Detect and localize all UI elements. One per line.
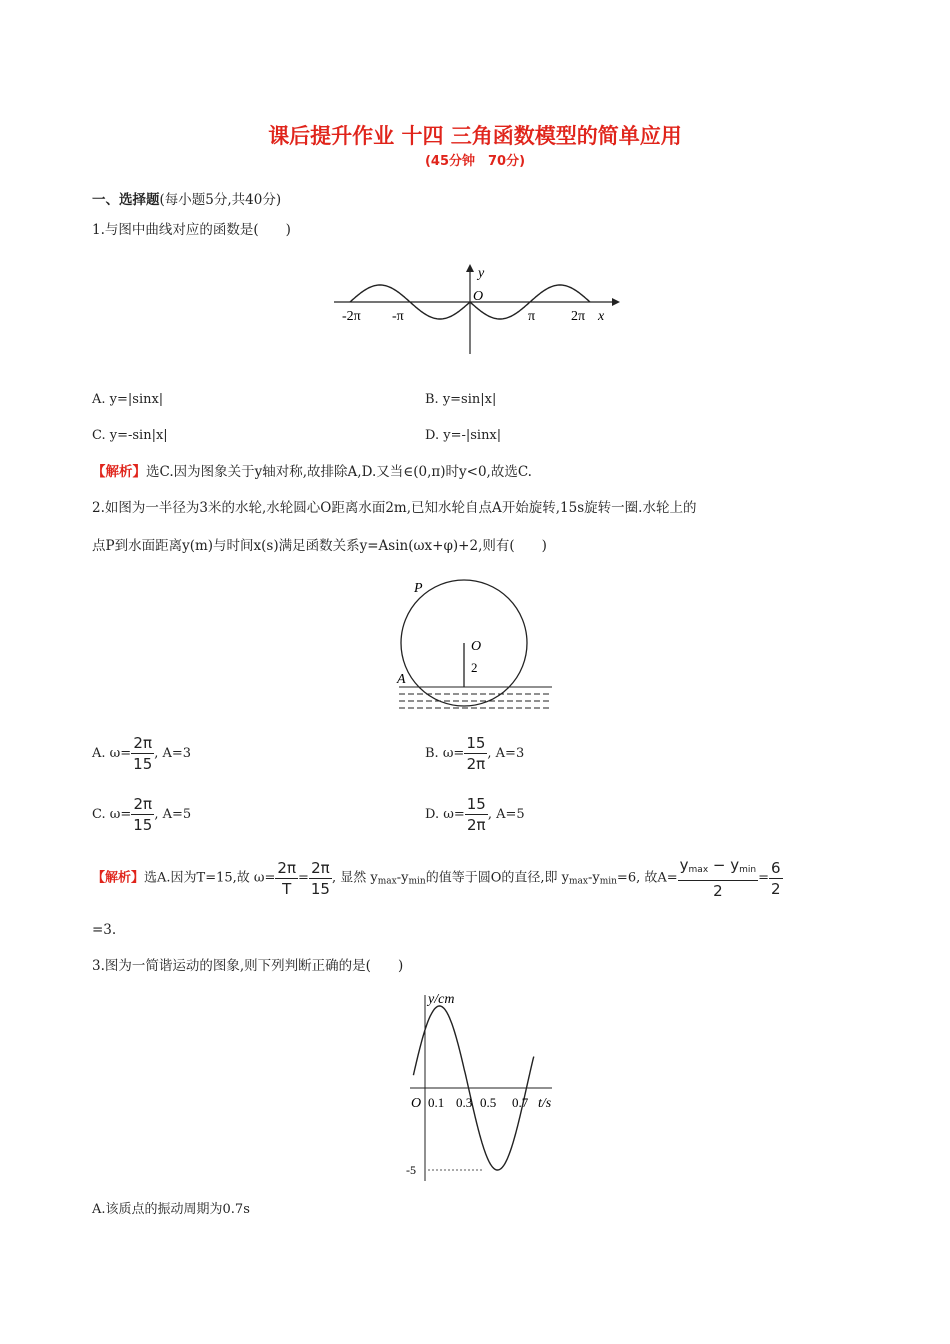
q2-analysis-part3: 的值等于圆O的直径,即 y [425, 870, 569, 886]
q2-sub-max: max [377, 876, 397, 887]
q2-option-d[interactable] [425, 794, 525, 835]
q2-stem-line2: 点P到水面距离y(m)与时间x(s)满足函数关系y=Asin(ωx+φ)+2,则有( ) [92, 538, 547, 554]
q2-option-c-den: 15 [133, 816, 153, 834]
q3-origin-label: O [411, 1096, 422, 1111]
page-title: 课后提升作业 十四 三角函数模型的简单应用 [268, 124, 682, 148]
q2-option-b-fraction [464, 733, 487, 774]
q1-x-arrow [612, 298, 620, 306]
q2-f4-num: 6 [771, 858, 781, 877]
q3-min-label: -5 [406, 1163, 416, 1177]
q2-o-label: O [471, 639, 482, 654]
q1-analysis-tag: 【解析】 [92, 464, 146, 480]
q2-option-c-prefix: C. ω= [92, 807, 132, 822]
q2-f2-num: 2π [309, 858, 332, 879]
q3-t-label: t/s [538, 1096, 552, 1111]
q2-option-b-den: 2π [466, 755, 486, 773]
q2-analysis [92, 855, 783, 901]
q3-option-a[interactable]: A.该质点的振动周期为0.7s [92, 1202, 250, 1217]
q3-tick-0-7: 0.7 [512, 1095, 529, 1110]
q3-tick-0-5: 0.5 [480, 1095, 497, 1110]
q2-fraction-6-2 [769, 858, 783, 899]
q2-option-c-fraction [131, 794, 154, 835]
q2-option-b-num: 15 [466, 734, 486, 752]
q2-fraction-2pi-t [275, 858, 298, 899]
q2-option-b-prefix: B. ω= [425, 746, 465, 761]
q2-minus-y: -y [396, 870, 409, 886]
q1-tick-negpi: -π [392, 309, 404, 324]
q2-sub-max-2: max [568, 876, 588, 887]
q1-option-d[interactable]: D. y=-|sinx| [425, 428, 502, 443]
q2-option-d-suffix: , A=5 [487, 807, 525, 822]
q2-minus-y-2: -y [587, 870, 600, 886]
q2-analysis-end: =3. [92, 922, 117, 938]
q2-a-label: A [397, 672, 406, 687]
section-heading [92, 188, 281, 208]
q2-sub-min: min [408, 876, 426, 887]
q1-stem: 1.与图中曲线对应的函数是( ) [92, 222, 291, 238]
q3-tick-0-1: 0.1 [428, 1095, 445, 1110]
q2-option-d-den: 2π [466, 816, 486, 834]
page-subtitle: (45分钟 70分) [424, 154, 526, 169]
q1-analysis [92, 462, 532, 482]
q1-y-label: y [478, 266, 485, 281]
q2-option-b[interactable] [425, 733, 524, 774]
q2-option-b-suffix: , A=3 [487, 746, 525, 761]
q2-option-a[interactable] [92, 733, 191, 774]
q1-option-b[interactable]: B. y=sin|x| [425, 392, 497, 407]
q2-f1-num: 2π [277, 858, 296, 877]
q1-option-a[interactable]: A. y=|sinx| [92, 392, 164, 407]
q2-option-a-num: 2π [131, 733, 154, 754]
q1-tick-2pi: 2π [571, 309, 586, 324]
q3-y-label: y/cm [428, 992, 455, 1007]
q2-option-a-prefix: A. ω= [92, 746, 132, 761]
q2-sub-min-2: min [599, 876, 617, 887]
q2-option-c-num: 2π [131, 794, 154, 815]
q2-option-a-fraction [131, 733, 154, 774]
q2-option-a-den: 15 [133, 755, 153, 773]
q2-analysis-tag: 【解析】 [92, 870, 145, 886]
q2-option-a-suffix: , A=3 [154, 746, 192, 761]
q2-p-label: P [414, 581, 423, 596]
q2-f1-den: T [282, 879, 292, 898]
q2-f3-num [678, 855, 758, 881]
q2-eq-1: = [297, 870, 309, 886]
q1-x-label: x [598, 309, 605, 324]
q2-f2-den: 15 [310, 879, 330, 898]
q1-sine-figure [330, 262, 620, 358]
q2-fraction-2pi-15 [309, 858, 332, 899]
q2-h-label: 2 [471, 660, 478, 675]
section-label: 一、选择题 [92, 192, 160, 208]
q2-eq-2: = [758, 870, 770, 886]
q2-f3-den: 2 [713, 882, 723, 900]
q3-stem: 3.图为一简谐运动的图象,则下列判断正确的是( ) [92, 958, 404, 974]
q2-f3-min: min [739, 865, 757, 875]
q2-analysis-part1: 选A.因为T=15,故 ω= [144, 870, 276, 886]
q3-tick-0-3: 0.3 [456, 1095, 473, 1110]
q1-tick-pi: π [528, 309, 536, 324]
q2-option-d-fraction [465, 794, 488, 835]
q1-tick-neg2pi: -2π [342, 309, 361, 324]
q2-f3-max: max [688, 865, 709, 875]
q2-option-c[interactable] [92, 794, 191, 835]
q2-analysis-part2: , 显然 y [331, 870, 378, 886]
q2-analysis-part4: =6, 故A= [616, 870, 678, 886]
q2-f3-minus: − y [708, 856, 740, 874]
q3-harmonic-figure [400, 985, 565, 1185]
q2-option-d-prefix: D. ω= [425, 807, 465, 822]
q1-origin-label: O [473, 289, 484, 304]
q1-y-arrow [466, 264, 474, 272]
section-note: (每小题5分,共40分) [159, 192, 282, 208]
q2-option-c-suffix: , A=5 [154, 807, 192, 822]
q2-stem-line1: 2.如图为一半径为3米的水轮,水轮圆心O距离水面2m,已知水轮自点A开始旋转,15s旋转一圈.水轮上的 [92, 500, 697, 516]
q1-option-c[interactable]: C. y=-sin|x| [92, 428, 168, 443]
q1-analysis-text: 选C.因为图象关于y轴对称,故排除A,D.又当∈(0,π)时y<0,故选C. [146, 464, 532, 480]
q2-f3-y: y [679, 856, 689, 874]
q2-option-d-num: 15 [466, 795, 486, 813]
q2-f4-den: 2 [771, 879, 781, 898]
q2-waterwheel-figure [392, 575, 557, 720]
q2-fraction-ymax-ymin [678, 855, 758, 901]
